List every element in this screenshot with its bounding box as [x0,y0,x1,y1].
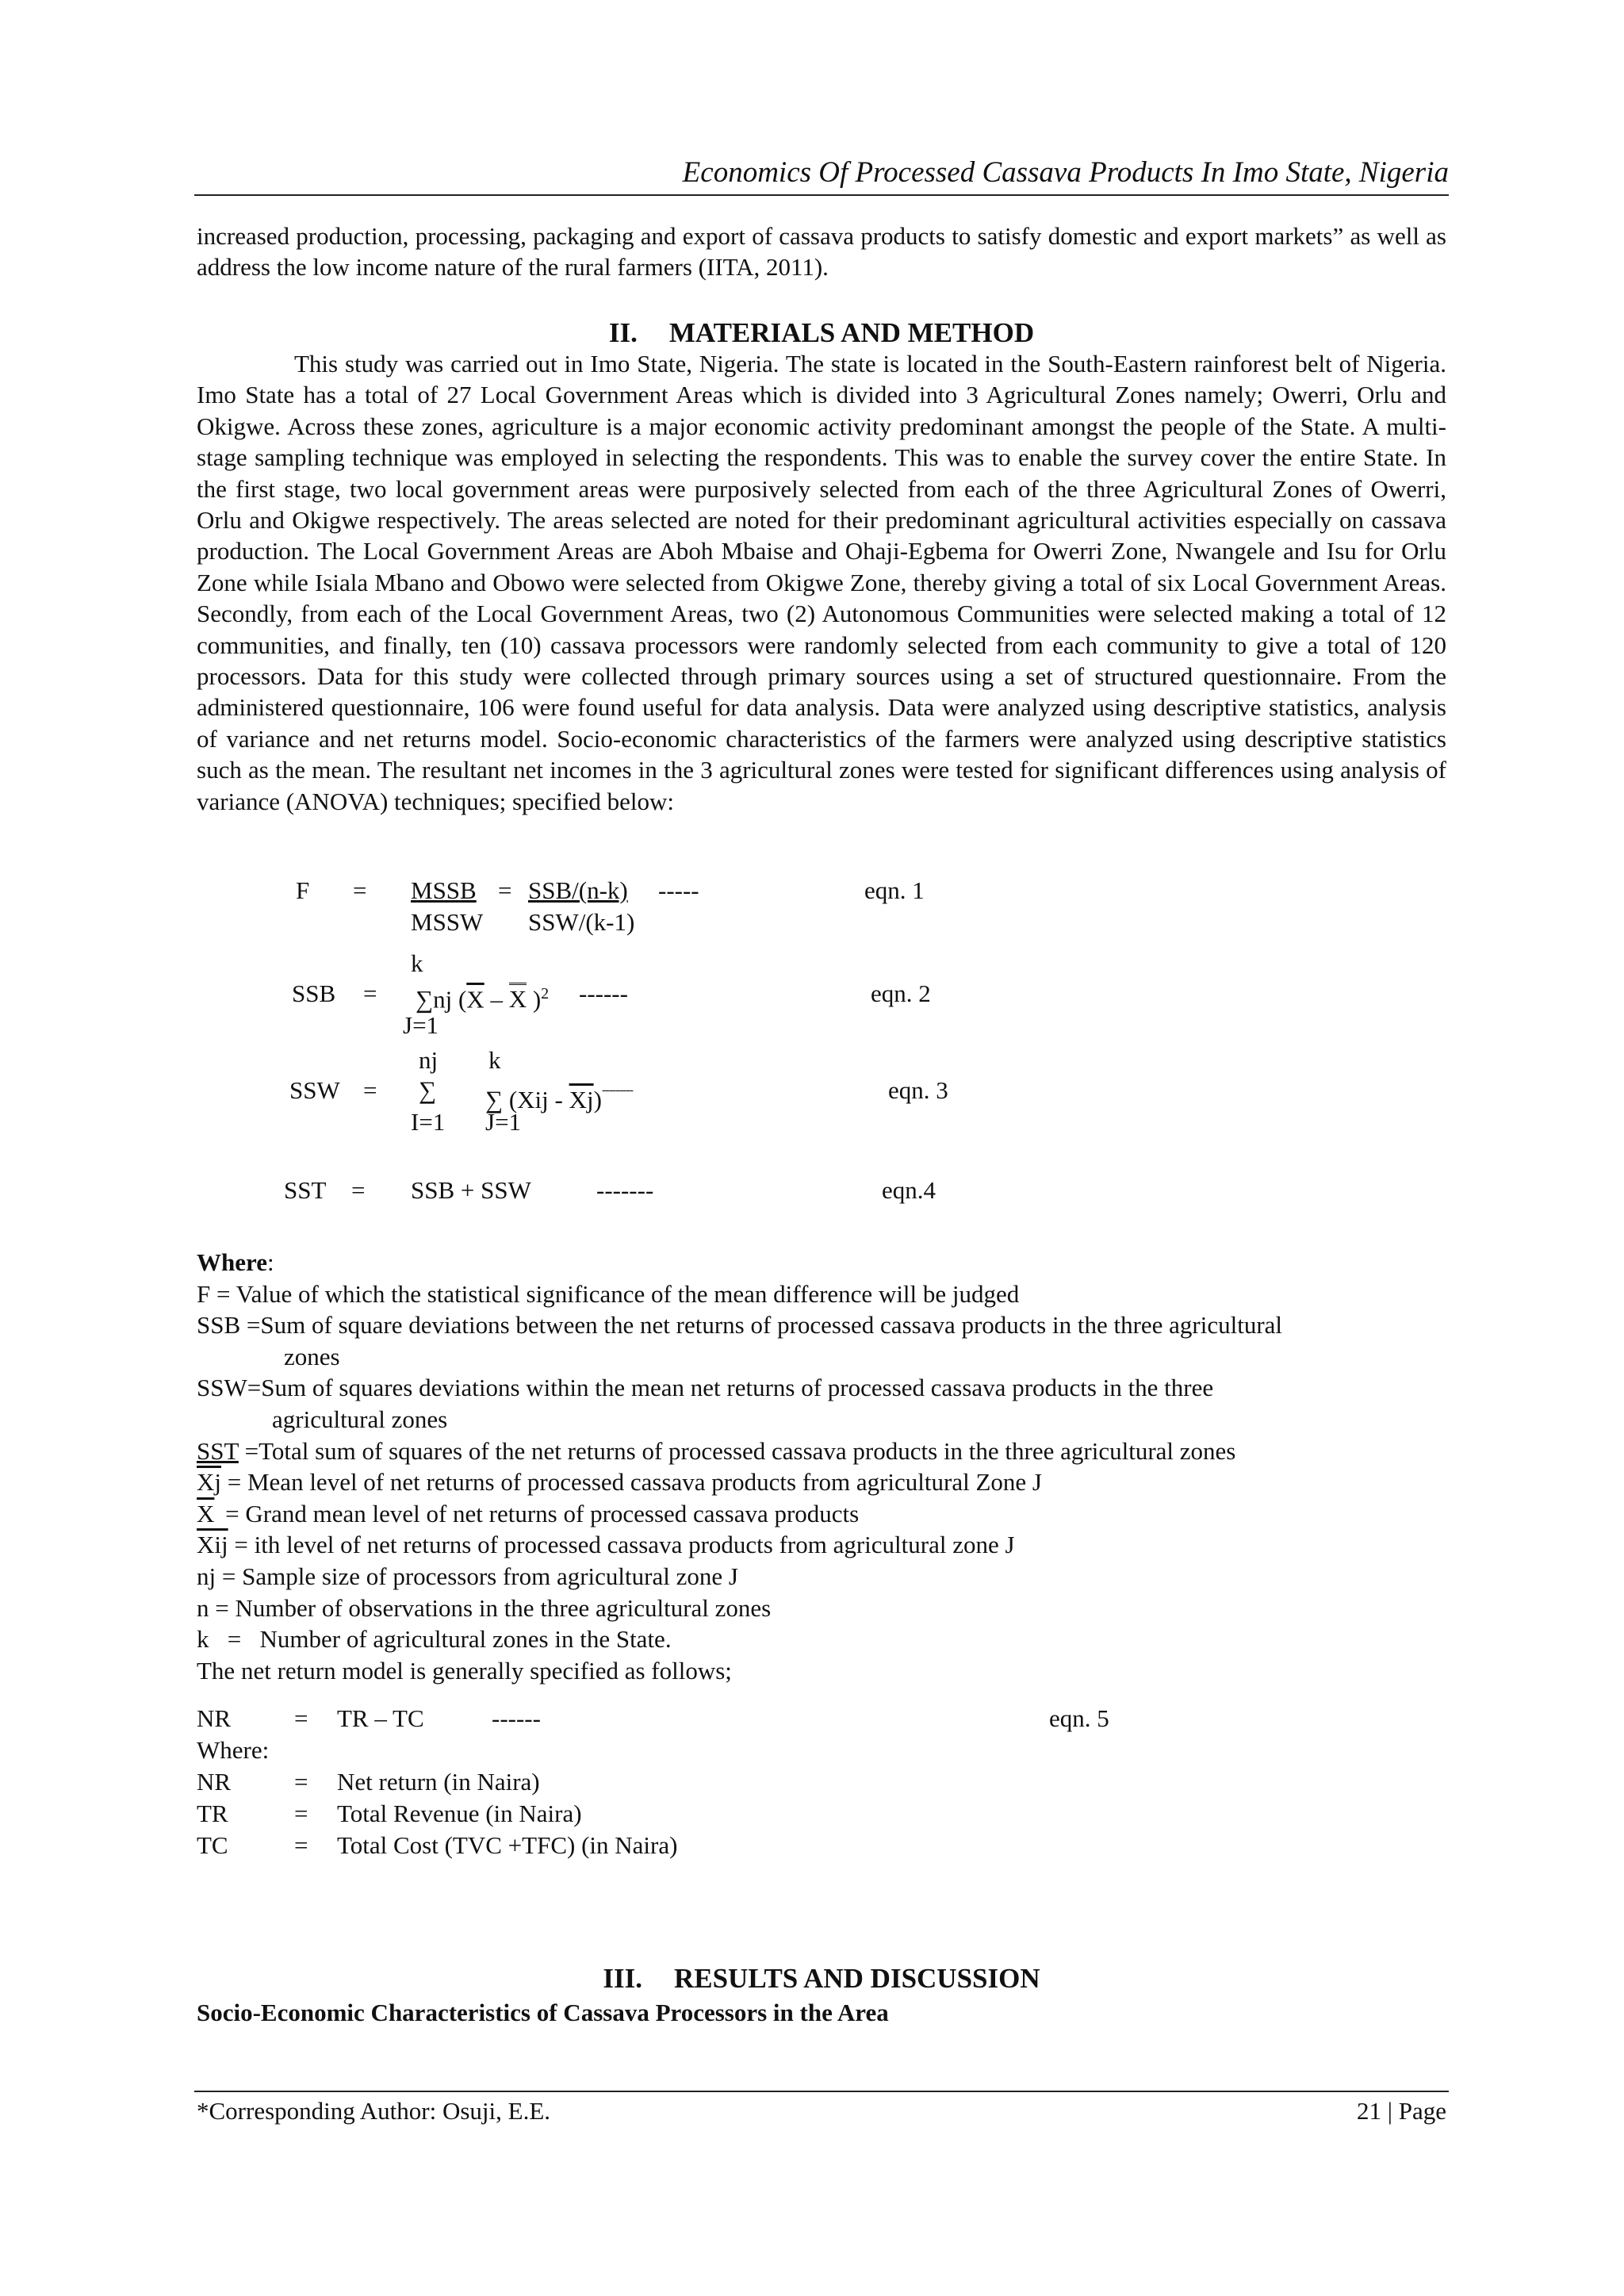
eq2-label: eqn. 2 [871,979,931,1007]
def-x-symbol: $\overline{X}$ [197,1499,215,1527]
eq3-upper-limit-2: k [488,1046,501,1074]
nr-def-text: Net return (in Naira) [337,1768,540,1796]
section-title: RESULTS AND DISCUSSION [673,1963,1040,1994]
eq4-dashes: ------- [596,1176,654,1204]
eq2-lhs: SSB [292,979,336,1007]
eq1-equals-2: = [498,876,512,904]
def-f: F = Value of which the statistical significance of the mean difference will be judged [197,1279,1020,1308]
eq1-numerator-ssb: SSB/(n-k) [528,876,628,904]
subsection-heading: Socio-Economic Characteristics of Cassava Processors in the Area [197,1999,889,2026]
def-ssw: SSW=Sum of squares deviations within the mean net returns of processed cassava products in the three [197,1374,1214,1402]
eq2-lower-limit: J=1 [403,1011,439,1039]
eq1-lhs: F [296,876,310,904]
tr-def-symbol: TR [197,1800,228,1827]
def-ssb-continued: zones [284,1342,340,1370]
eq5-label: eqn. 5 [1049,1704,1109,1732]
net-return-intro: The net return model is generally specified as follows; [197,1656,732,1685]
definitions [197,1247,1446,1686]
tr-def-equals: = [294,1800,308,1827]
def-xj [197,1466,1446,1498]
nr-def-equals: = [294,1768,308,1796]
eq1-denominator-ssw: SSW/(k-1) [528,908,635,936]
eq3-lower-limit-2: J=1 [485,1108,522,1136]
methods-body [197,348,1446,817]
eq3-xj-bar: $\overline{Xj}$ [569,1086,594,1114]
eq3-upper-limit-1: nj [419,1046,439,1074]
def-xj-symbol: $\overline{Xj}$ [197,1468,221,1497]
def-ssw-continued: agricultural zones [272,1405,448,1433]
eq2-upper-limit: k [411,949,423,977]
def-x-text: = Grand mean level of net returns of processed cassava products [219,1499,860,1527]
section-title: MATERIALS AND METHOD [668,317,1035,348]
eq2-sum: ∑nj ( [416,985,467,1014]
intro-paragraph: increased production, processing, packaging and export of cassava products to satisfy domestic and export markets” as well as address the low income nature of the rural farmers (IITA, 2011). [197,222,1446,282]
tc-def-row [197,1830,990,1861]
eq3-equals: = [363,1076,377,1104]
nr-def-symbol: NR [197,1768,232,1796]
tr-def-row [197,1798,990,1830]
nr-where: Where: [197,1736,270,1764]
page-footer [197,2095,1446,2127]
eq4-equals: = [351,1176,366,1204]
eq5-row [197,1703,1446,1734]
section-heading-results [197,1961,1446,1996]
tc-def-symbol: TC [197,1831,228,1859]
eq5-rhs: TR – TC [337,1704,424,1732]
tc-def-text: Total Cost (TVC +TFC) (in Naira) [337,1831,678,1859]
eq2-grand-mean: X [509,983,527,1013]
eq1-equals: = [353,876,367,904]
section-number: II. [608,317,638,348]
eq3-label: eqn. 3 [888,1076,948,1104]
eq1-label: eqn. 1 [864,876,925,904]
eq2-close: ) [527,985,542,1014]
tr-def-text: Total Revenue (in Naira) [337,1800,582,1827]
eq3-lhs: SSW [289,1076,340,1104]
def-ssb: SSB =Sum of square deviations between the net returns of processed cassava products in the three agricultural [197,1311,1283,1340]
def-xj-text: = Mean level of net returns of processed cassava products from agricultural Zone J [221,1468,1042,1497]
eq4-rhs: SSB + SSW [411,1176,531,1204]
intro-continuation [197,220,1446,283]
eq3-dashes: --------- [601,1083,633,1097]
eq5-lhs: NR [197,1704,232,1732]
methods-paragraph: This study was carried out in Imo State, Nigeria. The state is located in the South-Eastern rainforest belt of Nigeria. Imo State has a total of 27 Local Government Areas which is divided into 3 Agricultural Zones namely; Owerri, Orlu and Okigwe. Across these zones, agriculture is a major economic activity predominant amongst the people of the State. A multi-stage sampling technique was employed in selecting the respondents. This was to enable the survey cover the entire State. In the first stage, two local government areas were purposively selected from each of the three Agricultural Zones of Owerri, Orlu and Okigwe respectively. The areas selected are noted for their predominant agricultural activities especially on cassava production. The Local Government Areas are Aboh Mbaise and Ohaji-Egbema for Owerri Zone, Nwangele and Isu for Orlu Zone while Isiala Mbano and Obowo were selected from Okigwe Zone, thereby giving a total of six Local Government Areas. Secondly, from each of the Local Government Areas, two (2) Autonomous Communities were selected making a total of 12 communities, and finally, ten (10) cassava processors were randomly selected from each community to give a total of 120 processors. Data for this study were collected through primary sources using a set of structured questionnaire. From the administered questionnaire, 106 were found useful for data analysis. Data were analyzed using descriptive statistics, analysis of variance and net returns model. Socio-economic characteristics of the farmers were analyzed using descriptive statistics such as the mean. The resultant net incomes in the 3 agricultural zones were tested for significant differences using analysis of variance (ANOVA) techniques; specified below: [197,350,1446,815]
tc-def-equals: = [294,1831,308,1859]
corresponding-author: *Corresponding Author: Osuji, E.E. [197,2097,551,2125]
def-k: k = Number of agricultural zones in the State. [197,1625,672,1654]
eq5-equals: = [294,1704,308,1732]
where-heading: Where: [197,1248,274,1276]
footer-rule [194,2091,1449,2092]
section-number: III. [603,1963,642,1994]
running-head: Economics Of Processed Cassava Products In Imo State, Nigeria [682,156,1449,189]
header-rule [194,194,1449,196]
eq3-inner-sum: ∑ (Xij - [485,1086,569,1114]
eq2-dashes: ------ [579,979,628,1007]
def-x [197,1498,1446,1530]
eq2-xbar: $\overline{X}$ [466,985,485,1014]
def-sst-symbol: SST [197,1436,239,1465]
eq3-outer-sum: ∑ [419,1076,437,1104]
eq3-lower-limit-1: I=1 [411,1108,446,1136]
eq4-lhs: SST [284,1176,327,1204]
eq2-minus: – [484,985,509,1014]
eq5-dashes: ------ [492,1704,541,1732]
def-n: n = Number of observations in the three agricultural zones [197,1593,772,1622]
eq2-exponent: 2 [541,985,550,1002]
def-sst [197,1435,1446,1467]
section-heading-materials [197,316,1446,351]
def-nj: nj = Sample size of processors from agricultural zone J [197,1562,738,1590]
def-sst-text: =Total sum of squares of the net returns of processed cassava products in the three agricultural zones [238,1436,1236,1465]
nr-def-row [197,1766,990,1798]
page-number: 21 | Page [1357,2097,1446,2125]
def-xij-symbol: $\overline{Xij}$ [197,1531,228,1559]
eq2-expression [416,979,549,1014]
def-xij [197,1529,1446,1561]
eq1-dashes: ----- [658,876,699,904]
eq1-numerator-mssb: MSSB [411,876,477,904]
def-xij-text: = ith level of net returns of processed cassava products from agricultural zone J [228,1531,1015,1559]
eq1-denominator-mssw: MSSW [411,908,484,936]
where-label: Where [197,1248,267,1276]
eq4-label: eqn.4 [882,1176,936,1204]
eq2-equals: = [363,979,377,1007]
eq3-close: ) [593,1086,602,1114]
